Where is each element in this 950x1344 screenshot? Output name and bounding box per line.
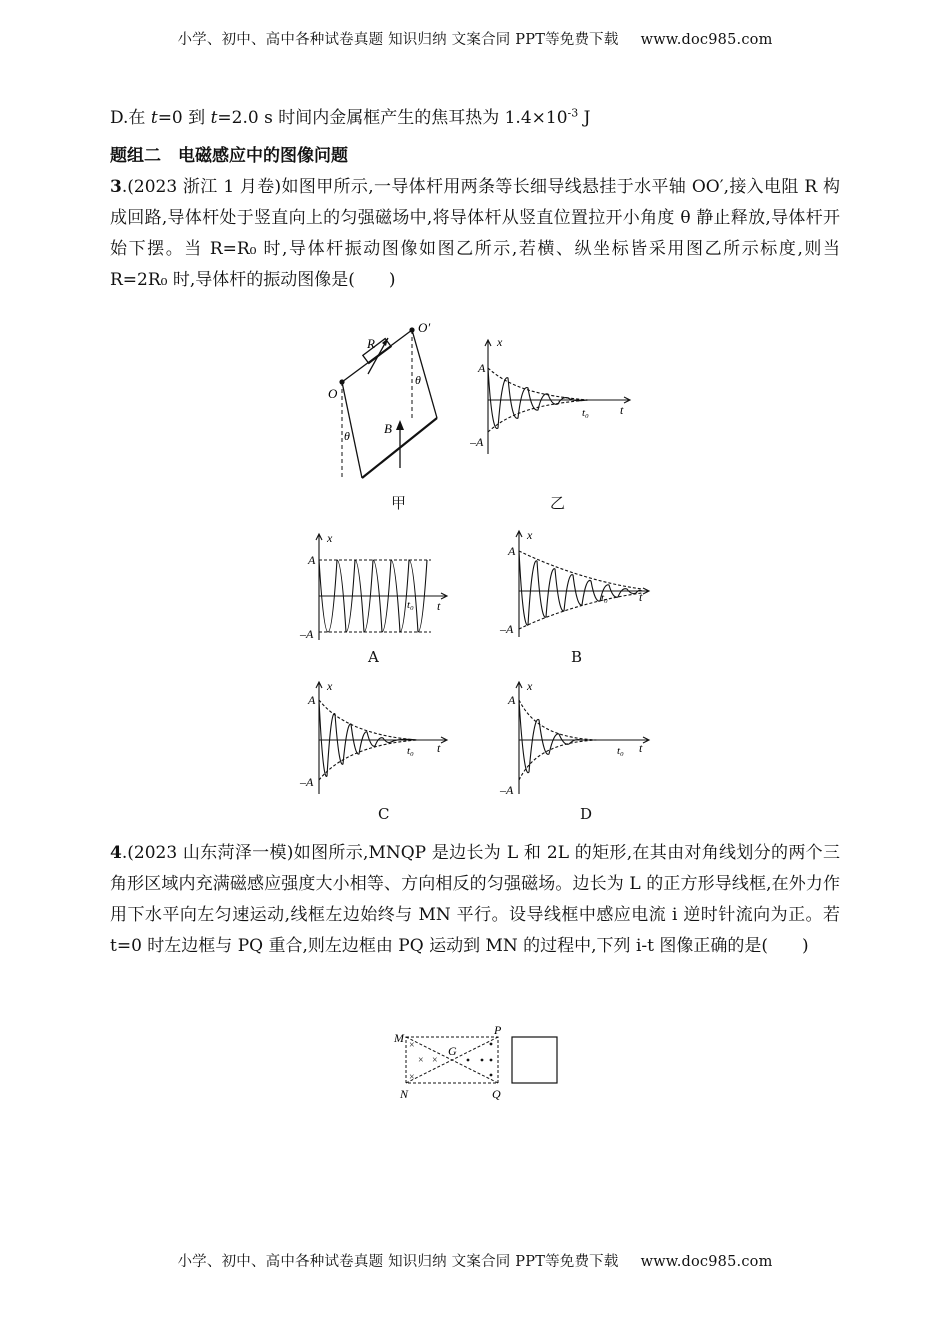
svg-text:t₀: t₀ xyxy=(601,592,608,604)
svg-text:×: × xyxy=(409,1072,415,1083)
q3-source: .(2023 浙江 1 月卷) xyxy=(121,177,282,197)
svg-text:×: × xyxy=(418,1055,424,1066)
header-site: www.doc985.com xyxy=(640,32,773,48)
q4-source: .(2023 山东菏泽一模) xyxy=(121,843,294,863)
svg-text:t: t xyxy=(639,741,643,755)
svg-text:t: t xyxy=(437,599,441,613)
label-theta-left: θ xyxy=(344,429,350,443)
svg-text:x: x xyxy=(327,531,333,545)
q4-number: 4 xyxy=(110,843,122,863)
caption-option-c: C xyxy=(378,805,390,823)
footer-text: 小学、初中、高中各种试卷真题 知识归纳 文案合同 PPT等免费下载 xyxy=(177,1254,619,1270)
svg-text:–A: –A xyxy=(470,435,484,449)
svg-text:G: G xyxy=(448,1044,457,1058)
svg-text:A: A xyxy=(308,693,316,707)
svg-text:t₀: t₀ xyxy=(617,745,624,757)
caption-option-d: D xyxy=(580,805,593,823)
svg-text:A: A xyxy=(308,553,316,567)
svg-text:N: N xyxy=(400,1087,409,1101)
q3-text: 如图甲所示,一导体杆用两条等长细导线悬挂于水平轴 OO′,接入电阻 R 构成回路,导体杆处于竖直向上的匀强磁场中,将导体杆从竖直位置拉开小角度 θ 静止释放,导体杆开始下摆。当 R=R₀ 时,导体杆振动图像如图乙所示,若横、纵坐标皆采用图乙所示标度,则当 R=2R₀ 时,导体杆的振动图像是( ) xyxy=(110,177,840,290)
svg-text:–A: –A xyxy=(300,627,314,641)
graph-option-b xyxy=(497,527,657,642)
figure-yi xyxy=(470,332,640,462)
svg-text:×: × xyxy=(409,1040,415,1051)
svg-text:t₀: t₀ xyxy=(407,745,414,757)
svg-text:A: A xyxy=(508,693,516,707)
svg-text:M: M xyxy=(394,1031,404,1045)
svg-text:Q: Q xyxy=(492,1087,501,1101)
svg-text:A: A xyxy=(508,544,516,558)
label-O: O xyxy=(328,386,338,401)
caption-option-b: B xyxy=(571,648,583,666)
svg-text:x: x xyxy=(527,679,533,693)
graph-option-c xyxy=(295,678,455,798)
svg-text:x: x xyxy=(497,335,503,349)
q4-text: 如图所示,MNQP 是边长为 L 和 2L 的矩形,在其由对角线划分的两个三角形区域内充满磁感应强度大小相等、方向相反的匀强磁场。边长为 L 的正方形导线框,在外力作用下水平向左匀速运动,线框左边始终与 MN 平行。设导线框中感应电流 i 逆时针流向为正。若 t=0 时左边框与 PQ 重合,则左边框由 PQ 运动到 MN 的过程中,下列 i-t 图像正确的是( ) xyxy=(110,843,840,956)
svg-text:x: x xyxy=(527,528,533,542)
caption-jia: 甲 xyxy=(391,494,407,512)
figure-jia xyxy=(320,320,470,480)
svg-text:–A: –A xyxy=(300,775,314,789)
label-R: R xyxy=(367,336,375,351)
caption-option-a: A xyxy=(368,648,379,666)
label-theta-right: θ xyxy=(415,373,421,387)
svg-text:t: t xyxy=(437,741,441,755)
svg-text:t₀: t₀ xyxy=(582,407,589,419)
svg-text:–A: –A xyxy=(500,783,514,797)
header-text: 小学、初中、高中各种试卷真题 知识归纳 文案合同 PPT等免费下载 xyxy=(177,32,619,48)
svg-text:P: P xyxy=(494,1023,502,1037)
graph-option-a xyxy=(295,530,455,645)
figure-q4 xyxy=(388,1022,568,1104)
question-4 xyxy=(110,838,840,962)
q3-number: 3 xyxy=(110,177,122,197)
question-3 xyxy=(110,172,840,296)
svg-text:A: A xyxy=(478,361,486,375)
svg-text:t₀: t₀ xyxy=(407,599,414,611)
page-header xyxy=(0,28,950,49)
section-title: 题组二 电磁感应中的图像问题 xyxy=(110,146,348,166)
svg-text:t: t xyxy=(639,590,643,604)
svg-text:–A: –A xyxy=(500,622,514,636)
page-footer xyxy=(0,1250,950,1271)
svg-text:x: x xyxy=(327,679,333,693)
svg-text:t: t xyxy=(620,403,624,417)
caption-yi: 乙 xyxy=(550,494,566,512)
label-B: B xyxy=(384,421,392,436)
option-d-line: D.在 t=0 到 t=2.0 s 时间内金属框产生的焦耳热为 $1.4\times 10^{-3}$ J xyxy=(110,106,591,128)
svg-text:×: × xyxy=(432,1055,438,1066)
footer-site: www.doc985.com xyxy=(640,1254,773,1270)
label-O-prime: O′ xyxy=(418,320,431,335)
graph-option-d xyxy=(497,678,657,798)
